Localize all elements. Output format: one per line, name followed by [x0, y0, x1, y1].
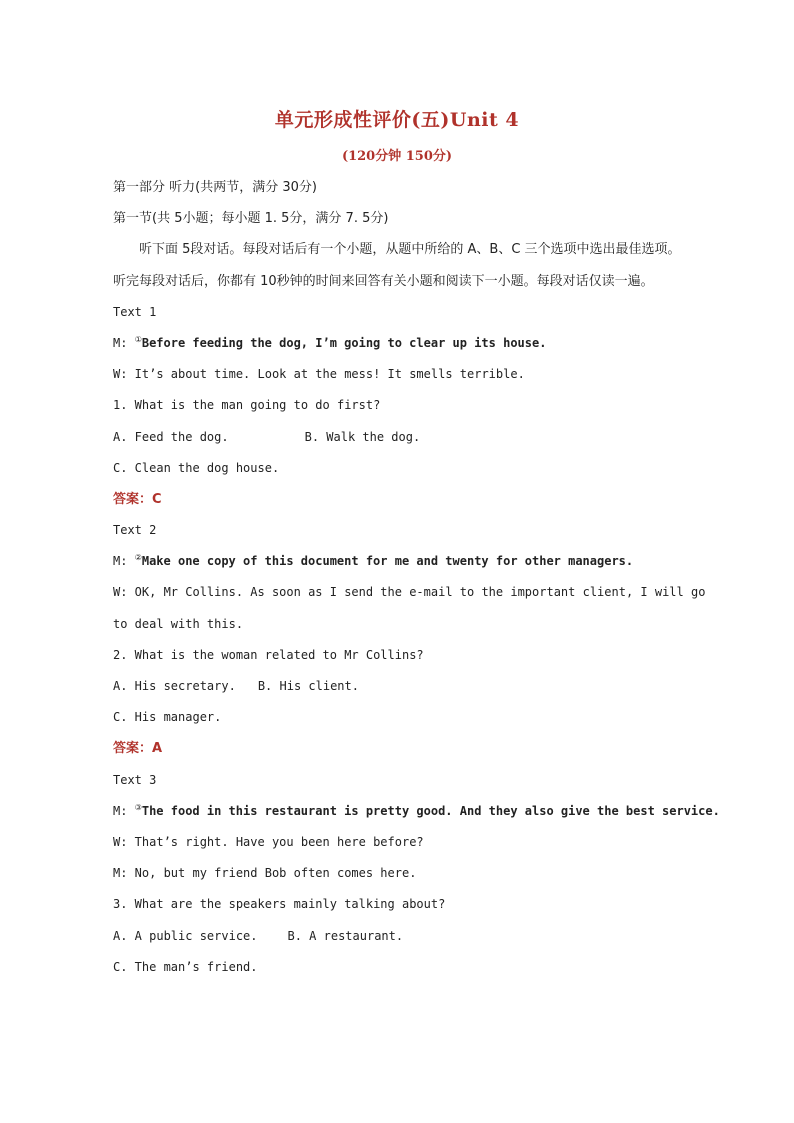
- option-a: A. A public service.: [113, 928, 258, 943]
- option-c: C. Clean the dog house.: [113, 460, 280, 475]
- dialogue-line-man: [113, 546, 683, 577]
- answer-label: 答案：A: [113, 741, 163, 757]
- page-title: 单元形成性评价(五)Unit 4: [274, 109, 520, 131]
- option-b: B. A restaurant.: [287, 928, 404, 943]
- speaker-prefix: M:: [113, 803, 135, 818]
- options-row: [113, 422, 683, 453]
- option-b: B. Walk the dog.: [304, 429, 421, 444]
- text-label: Text 1: [113, 304, 157, 319]
- text-label: Text 3: [113, 772, 157, 787]
- circled-number-mark: ②: [134, 553, 142, 563]
- document-body: [113, 172, 720, 983]
- dialogue-line-woman: W: It’s about time. Look at the mess! It smells terrible.: [113, 367, 525, 382]
- page-subtitle: (120分钟 150分): [341, 149, 453, 164]
- answer-label: 答案：C: [113, 491, 162, 507]
- dialogue-line-man: [113, 328, 683, 359]
- option-a: A. Feed the dog.: [113, 429, 229, 444]
- section-heading: 第一节(共 5小题；每小题 1. 5分，满分 7. 5分): [113, 211, 389, 227]
- dialogue-line-woman: W: OK, Mr Collins. As soon as I send the e-mail to the important client, I will go: [113, 585, 706, 600]
- option-c: C. The man’s friend.: [113, 959, 258, 974]
- options-row: [113, 671, 683, 702]
- question: 2. What is the woman related to Mr Collins?: [113, 647, 424, 662]
- circled-number-mark: ①: [134, 334, 142, 344]
- speaker-prefix: M:: [113, 335, 135, 350]
- key-sentence: Make one copy of this document for me and twenty for other managers.: [141, 554, 634, 569]
- question: 3. What are the speakers mainly talking about?: [113, 897, 446, 912]
- dialogue-line-woman: W: That’s right. Have you been here before?: [113, 834, 424, 849]
- option-c: C. His manager.: [113, 710, 222, 725]
- circled-number-mark: ③: [134, 802, 142, 812]
- key-sentence: The food in this restaurant is pretty good. And they also give the best service.: [141, 803, 720, 818]
- key-sentence: Before feeding the dog, I’m going to clear up its house.: [141, 335, 547, 350]
- option-b: B. His client.: [257, 679, 359, 694]
- question: 1. What is the man going to do first?: [113, 398, 381, 413]
- dialogue-line-man-2: M: No, but my friend Bob often comes here.: [113, 866, 417, 881]
- option-a: A. His secretary.: [113, 679, 236, 694]
- instructions-paragraph: 听下面 5段对话。每段对话后有一个小题，从题中所给的 A、B、C 三个选项中选出最佳选项。听完每段对话后，你都有 10秒钟的时间来回答有关小题和阅读下一小题。每段对话仅读一遍。: [113, 242, 681, 289]
- part-heading: 第一部分 听力(共两节，满分 30分): [113, 180, 317, 195]
- speaker-prefix: M:: [113, 554, 135, 569]
- dialogue-line-man: [113, 796, 720, 827]
- text-label: Text 2: [113, 523, 157, 538]
- dialogue-line-continued: to deal with this.: [113, 616, 244, 631]
- options-row: [113, 921, 683, 952]
